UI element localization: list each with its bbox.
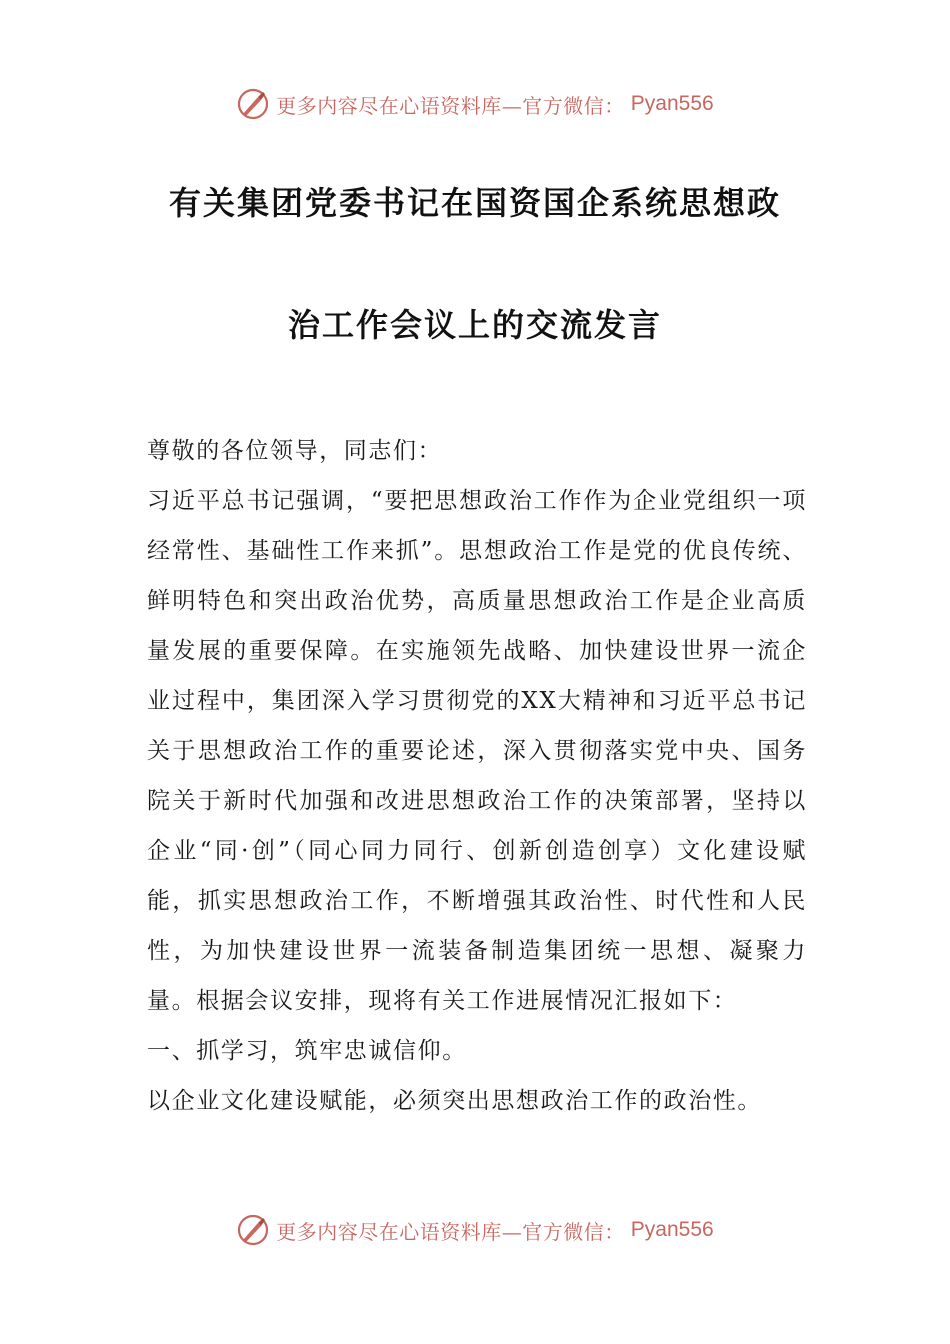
- pen-circle-icon: [236, 1213, 270, 1247]
- document-body: [147, 426, 807, 1126]
- banner-wechat-id: Pyan556: [630, 1218, 714, 1241]
- salutation: 尊敬的各位领导，同志们：: [147, 438, 443, 464]
- banner-text: 更多内容尽在心语资料库—官方微信：: [276, 93, 625, 118]
- section-heading: 一、抓学习，筑牢忠诚信仰。: [147, 1038, 467, 1064]
- body-paragraph: 以企业文化建设赋能，必须突出思想政治工作的政治性。: [147, 1088, 762, 1114]
- document-title-line1: 有关集团党委书记在国资国企系统思想政: [168, 184, 781, 222]
- header-banner: [0, 84, 950, 124]
- banner-text: 更多内容尽在心语资料库—官方微信：: [276, 1219, 625, 1244]
- body-paragraph: 习近平总书记强调，“要把思想政治工作作为企业党组织一项经常性、基础性工作来抓”。思想政治工作是党的优良传统、鲜明特色和突出政治优势，高质量思想政治工作是企业高质量发展的重要保障。在实施领先战略、加快建设世界一流企业过程中，集团深入学习贯彻党的XX大精神和习近平总书记关于思想政治工作的重要论述，深入贯彻落实党中央、国务院关于新时代加强和改进思想政治工作的决策部署，坚持以企业“同·创”（同心同力同行、创新创造创享）文化建设赋能，抓实思想政治工作，不断增强其政治性、时代性和人民性，为加快建设世界一流装备制造集团统一思想、凝聚力量。根据会议安排，现将有关工作进展情况汇报如下：: [147, 488, 807, 1014]
- pen-circle-icon: [236, 87, 270, 121]
- footer-banner: [0, 1210, 950, 1250]
- banner-wechat-id: Pyan556: [630, 92, 714, 115]
- document-title-line2: 治工作会议上的交流发言: [287, 306, 662, 344]
